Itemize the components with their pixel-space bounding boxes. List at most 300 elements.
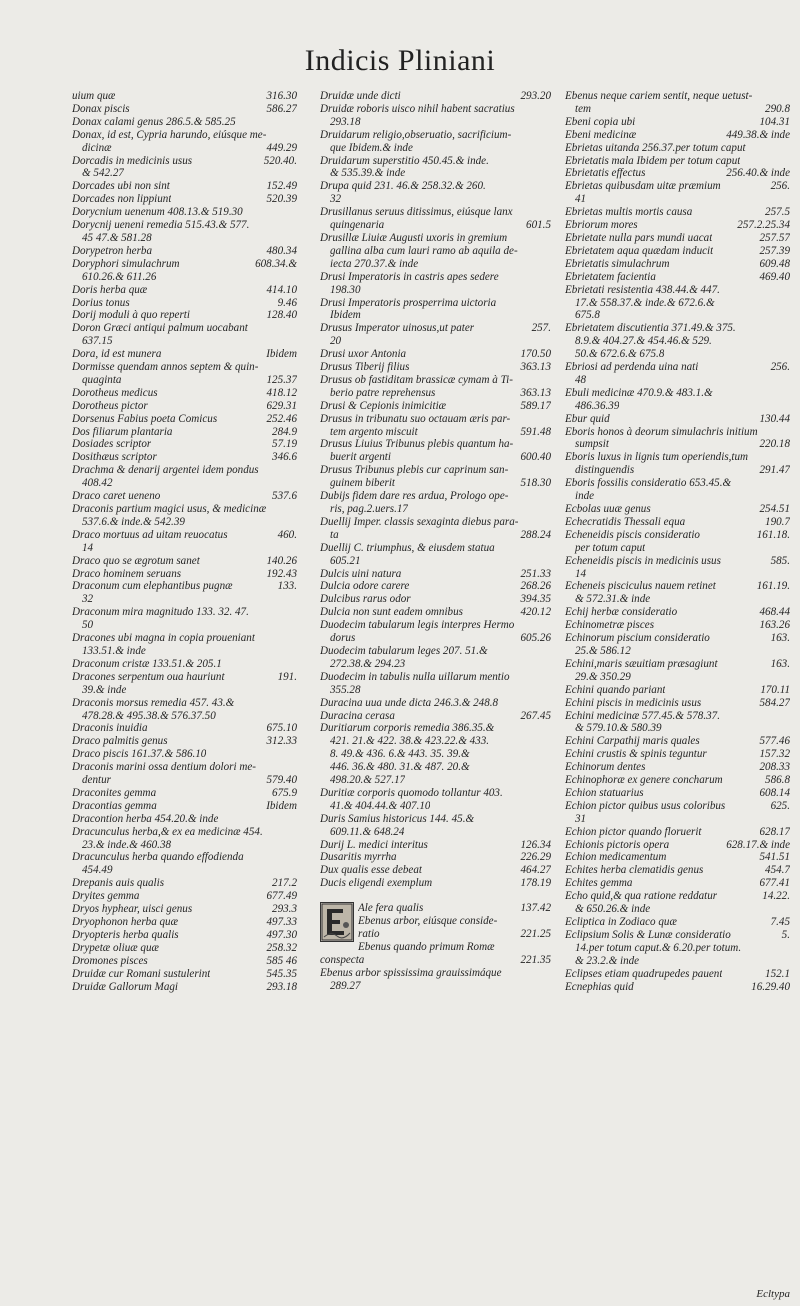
entry-text: Druidarum religio,obseruatio, sacrificium- <box>320 128 512 141</box>
index-entry <box>320 593 551 606</box>
entry-reference: 577.46 <box>759 735 790 748</box>
entry-text: Dormisse quendam annos septem & quin- <box>72 361 259 374</box>
entry-reference: 226.29 <box>520 851 551 864</box>
entry-reference: 537.6 <box>272 490 297 503</box>
index-entry <box>72 787 297 800</box>
index-entry <box>72 335 297 348</box>
entry-text: Dracones serpentum oua hauriunt <box>72 670 225 683</box>
entry-reference: 163.26 <box>759 619 790 632</box>
entry-text: 498.20.& 527.17 <box>330 774 406 787</box>
entry-text: Drusus ob fastiditam brassicæ cymam à Ti- <box>320 373 513 386</box>
entry-reference: Ibidem <box>266 348 297 361</box>
index-entry <box>320 529 551 542</box>
index-entry <box>565 361 790 374</box>
entry-reference: 420.12 <box>520 606 551 619</box>
entry-text: Dryites gemma <box>72 890 140 903</box>
entry-reference: 251.33 <box>520 567 551 580</box>
entry-text: Draconis morsus remedia 457. 43.& <box>72 696 235 709</box>
entry-reference: 520.39 <box>266 193 297 206</box>
entry-text: Dorotheus medicus <box>72 386 158 399</box>
entry-reference: 267.45 <box>520 709 551 722</box>
index-entry <box>320 839 551 852</box>
entry-text: 272.38.& 294.23 <box>330 657 406 670</box>
index-entry <box>320 813 551 826</box>
entry-reference: 256. <box>770 180 790 193</box>
entry-text: Ebrietatis mala Ibidem per totum caput <box>565 154 741 167</box>
entry-text: 45 47.& 581.28 <box>82 231 152 244</box>
index-entry <box>565 542 790 555</box>
entry-reference: 586.27 <box>266 102 297 115</box>
index-entry <box>565 942 790 955</box>
index-entry <box>565 761 790 774</box>
entry-reference: 586.8 <box>765 774 790 787</box>
entry-text: Draconum cristæ 133.51.& 205.1 <box>72 657 222 670</box>
entry-text: Eboris fossilis consideratio 653.45.& <box>565 477 732 490</box>
index-entry <box>358 902 551 915</box>
entry-reference: 256.40.& inde <box>726 167 790 180</box>
index-entry <box>565 232 790 245</box>
entry-reference: 609.48 <box>759 257 790 270</box>
entry-text: Duracina uua unde dicta 246.3.& 248.8 <box>320 696 499 709</box>
index-entry <box>565 593 790 606</box>
index-entry <box>565 826 790 839</box>
index-entry <box>320 606 551 619</box>
entry-text: Ebrietati resistentia 438.44.& 447. <box>565 283 720 296</box>
entry-reference: 16.29.40 <box>751 980 790 993</box>
entry-text: 31 <box>575 812 587 825</box>
entry-text: Dorypetron herba <box>72 244 153 257</box>
entry-text: Ebrietatis effectus <box>565 167 646 180</box>
index-entry <box>72 942 297 955</box>
entry-text: 50.& 672.6.& 675.8 <box>575 348 665 361</box>
entry-text: Echini Carpathij maris quales <box>565 735 700 748</box>
entry-reference: 57.19 <box>272 438 297 451</box>
index-entry <box>72 761 297 774</box>
entry-reference: 589.17 <box>520 399 551 412</box>
entry-text: Echini quando pariant <box>565 683 666 696</box>
entry-reference: 293.20 <box>520 90 551 102</box>
entry-text: conspecta <box>320 953 365 966</box>
index-entry <box>320 645 551 658</box>
entry-text: Drachma & denarij argentei idem pondus <box>72 464 259 477</box>
entry-reference: 291.47 <box>759 464 790 477</box>
index-entry <box>72 645 297 658</box>
index-entry <box>565 684 790 697</box>
entry-text: iecta 270.37.& inde <box>330 257 419 270</box>
index-entry <box>565 90 790 103</box>
index-entry <box>565 284 790 297</box>
entry-text: Ebeni medicinæ <box>565 128 637 141</box>
index-entry <box>565 271 790 284</box>
entry-reference: 14.22. <box>762 890 790 903</box>
entry-text: 25.& 586.12 <box>575 644 631 657</box>
entry-text: per totum caput <box>575 541 646 554</box>
entry-text: Druidarum superstitio 450.45.& inde. <box>320 154 489 167</box>
index-entry <box>72 710 297 723</box>
entry-text: Dos filiarum plantaria <box>72 425 173 438</box>
index-column-2 <box>320 90 551 993</box>
entry-reference: 217.2 <box>272 877 297 890</box>
index-entry <box>72 322 297 335</box>
index-entry <box>565 710 790 723</box>
entry-reference: 584.27 <box>759 696 790 709</box>
page-title: Indicis Pliniani <box>304 44 496 77</box>
entry-reference: 541.51 <box>759 851 790 864</box>
entry-text: Ebrietas multis mortis causa <box>565 206 693 219</box>
catchword: Ecltypa <box>756 1288 790 1300</box>
entry-reference: 293.18 <box>266 980 297 993</box>
index-entry <box>72 735 297 748</box>
index-entry <box>72 348 297 361</box>
entry-text: & 650.26.& inde <box>575 903 651 916</box>
entry-text: ratio <box>358 928 380 940</box>
entry-text: 537.6.& inde.& 542.39 <box>82 515 185 528</box>
index-entry <box>565 658 790 671</box>
index-entry <box>320 116 551 129</box>
index-entry <box>320 864 551 877</box>
index-entry <box>320 219 551 232</box>
entry-text: Dubijs fidem dare res ardua, Prologo ope- <box>320 490 509 503</box>
entry-reference: 152.1 <box>765 967 790 980</box>
entry-text: 421. 21.& 422. 38.& 423.22.& 433. <box>330 735 490 748</box>
index-entry <box>72 387 297 400</box>
entry-text: Draconis inuidia <box>72 722 148 735</box>
index-entry <box>565 697 790 710</box>
index-entry <box>320 619 551 632</box>
entry-text: Dracones ubi magna in copia proueniant <box>72 632 255 645</box>
index-entry <box>72 839 297 852</box>
entry-text: Dorius tonus <box>72 296 130 309</box>
entry-text: Duellij C. triumphus, & eiusdem statua <box>320 541 495 554</box>
index-entry <box>320 297 551 310</box>
index-entry <box>72 516 297 529</box>
entry-text: Echionis pictoris opera <box>565 838 670 851</box>
index-entry <box>72 593 297 606</box>
index-entry <box>72 297 297 310</box>
index-entry <box>320 193 551 206</box>
index-entry <box>72 981 297 994</box>
entry-text: Echion statuarius <box>565 786 644 799</box>
index-entry <box>320 568 551 581</box>
entry-text: 14 <box>575 567 587 580</box>
index-entry <box>72 361 297 374</box>
entry-reference: 520.40. <box>263 154 297 167</box>
entry-text: Eclipsium Solis & Lunæ consideratio <box>565 928 731 941</box>
entry-text: Dorcades non lippiunt <box>72 193 172 206</box>
entry-text: uium quæ <box>72 90 116 102</box>
entry-reference: 130.44 <box>759 412 790 425</box>
column-2-entries <box>320 90 551 890</box>
entry-text: 20 <box>330 335 342 348</box>
entry-text: 289.27 <box>330 979 361 992</box>
index-entry <box>565 426 790 439</box>
column-2-tail-entries <box>320 954 551 993</box>
entry-reference: 5. <box>781 928 790 941</box>
index-entry <box>72 877 297 890</box>
index-entry <box>320 309 551 322</box>
index-entry <box>565 619 790 632</box>
index-entry <box>320 361 551 374</box>
index-entry <box>72 180 297 193</box>
entry-reference: 257. <box>531 322 551 335</box>
index-entry <box>72 864 297 877</box>
index-entry <box>72 684 297 697</box>
index-entry <box>320 761 551 774</box>
entry-text: Duritiæ corporis quomodo tollantur 403. <box>320 786 503 799</box>
index-entry <box>565 735 790 748</box>
index-entry <box>358 941 551 954</box>
index-entry <box>72 103 297 116</box>
index-entry <box>565 903 790 916</box>
index-entry <box>565 180 790 193</box>
entry-reference: 677.41 <box>759 877 790 890</box>
entry-text: Dracontion herba 454.20.& inde <box>72 812 219 825</box>
entry-text: 41 <box>575 193 587 206</box>
entry-reference: 585. <box>770 554 790 567</box>
entry-text: Echij herbæ consideratio <box>565 606 678 619</box>
index-entry <box>72 955 297 968</box>
index-entry <box>320 954 551 967</box>
entry-text: Drusus Tiberij filius <box>320 361 410 374</box>
entry-reference: 545.35 <box>266 967 297 980</box>
index-entry <box>72 155 297 168</box>
entry-text: Ebrietas quibusdam uitæ præmium <box>565 180 721 193</box>
index-entry <box>72 619 297 632</box>
entry-text: Duritiarum corporis remedia 386.35.& <box>320 722 495 735</box>
entry-reference: 161.19. <box>756 580 790 593</box>
index-entry <box>565 580 790 593</box>
entry-text: ris, pag.2.uers.17 <box>330 503 408 515</box>
entry-text: Echinometræ pisces <box>565 619 655 632</box>
index-entry <box>320 877 551 890</box>
index-entry <box>72 697 297 710</box>
entry-text: 408.42 <box>82 477 113 490</box>
entry-reference: 133. <box>277 580 297 593</box>
index-entry <box>72 464 297 477</box>
index-entry <box>320 555 551 568</box>
entry-text: Drusillæ Liuiæ Augusti uxoris in gremium <box>320 231 508 244</box>
entry-text: Duracina cerasa <box>320 709 395 722</box>
entry-reference: 394.35 <box>520 593 551 606</box>
entry-reference: 288.24 <box>520 528 551 541</box>
entry-text: Draconis marini ossa dentium dolori me- <box>72 761 256 774</box>
entry-text: 486.36.39 <box>575 399 620 412</box>
entry-text: Duodecim tabularum leges 207. 51.& <box>320 644 488 657</box>
entry-text: sumpsit <box>575 438 609 451</box>
index-entry <box>565 413 790 426</box>
entry-text: Draco mortuus ad uitam reuocatus <box>72 528 228 541</box>
index-entry <box>320 580 551 593</box>
index-entry <box>565 129 790 142</box>
entry-reference: 497.33 <box>266 916 297 928</box>
entry-text: 605.21 <box>330 554 361 567</box>
entry-text: Ebrietatis simulachrum <box>565 257 670 270</box>
index-entry <box>565 516 790 529</box>
index-entry <box>565 309 790 322</box>
index-entry <box>320 542 551 555</box>
entry-reference: 258.32 <box>266 941 297 954</box>
index-entry <box>72 490 297 503</box>
entry-text: Dryopteris herba qualis <box>72 928 179 941</box>
entry-text: Dosiades scriptor <box>72 438 152 451</box>
index-entry <box>320 826 551 839</box>
entry-text: & 23.2.& inde <box>575 954 640 967</box>
index-entry <box>320 967 551 980</box>
index-entry <box>72 542 297 555</box>
index-entry <box>320 322 551 335</box>
entry-text: tem <box>575 102 592 115</box>
entry-text: Echecratidis Thessali equa <box>565 515 686 528</box>
index-entry <box>320 490 551 503</box>
drop-cap-entries <box>358 902 551 954</box>
entry-text: Eboris honos à deorum simulachris initium <box>565 425 758 438</box>
entry-text: Echini,maris sæuitiam præsagiunt <box>565 657 718 670</box>
index-entry <box>320 180 551 193</box>
entry-text: Eboris luxus in lignis tum operiendis,tum <box>565 451 749 464</box>
entry-reference: 677.49 <box>266 890 297 903</box>
entry-text: 39.& inde <box>82 683 127 696</box>
index-entry <box>72 903 297 916</box>
index-entry <box>320 129 551 142</box>
entry-text: Echites herba clematidis genus <box>565 864 704 877</box>
entry-text: distinguendis <box>575 464 635 477</box>
entry-text: Draco quo se ægrotum sanet <box>72 554 200 567</box>
entry-text: Echinorum dentes <box>565 761 646 774</box>
index-entry <box>565 955 790 968</box>
entry-text: & 579.10.& 580.39 <box>575 722 662 735</box>
index-entry <box>565 748 790 761</box>
index-entry <box>320 167 551 180</box>
index-entry <box>565 981 790 994</box>
entry-reference: 585 46 <box>266 954 297 967</box>
entry-text: berio patre reprehensus <box>330 386 436 399</box>
entry-reference: 418.12 <box>266 386 297 399</box>
index-entry <box>565 464 790 477</box>
entry-reference: 449.38.& inde <box>726 128 790 141</box>
index-entry <box>72 968 297 981</box>
entry-reference: 221.35 <box>520 953 551 966</box>
entry-reference: 126.34 <box>520 838 551 851</box>
entry-reference: 252.46 <box>266 412 297 425</box>
entry-text: Dorij moduli à quo reperti <box>72 309 190 322</box>
index-entry <box>565 348 790 361</box>
entry-reference: 628.17.& inde <box>726 838 790 851</box>
index-entry <box>72 555 297 568</box>
entry-text: Duris Samius historicus 144. 45.& <box>320 812 475 825</box>
entry-text: Echeneidis piscis consideratio <box>565 528 700 541</box>
entry-text: Ecbolas uuæ genus <box>565 503 651 515</box>
index-entry <box>320 684 551 697</box>
entry-text: inde <box>575 490 595 503</box>
entry-reference: 128.40 <box>266 309 297 322</box>
entry-reference: 257.2.25.34 <box>737 219 790 232</box>
entry-text: Draconis partium magici usus, & medicinæ <box>72 503 267 515</box>
index-entry <box>565 787 790 800</box>
entry-reference: 257.5 <box>765 206 790 219</box>
index-entry <box>565 890 790 903</box>
entry-text: Echion medicamentum <box>565 851 667 864</box>
index-entry <box>565 529 790 542</box>
entry-text: 8. 49.& 436. 6.& 443. 35. 39.& <box>330 748 470 761</box>
entry-text: Echion pictor quibus usus coloribus <box>565 799 726 812</box>
index-entry <box>72 929 297 942</box>
entry-text: dorus <box>330 632 356 645</box>
entry-text: Dracunculus herba,& ex ea medicinæ 454. <box>72 825 263 838</box>
entry-text: Dorycnij ueneni remedia 515.43.& 577. <box>72 219 250 232</box>
index-entry <box>72 658 297 671</box>
entry-text: 610.26.& 611.26 <box>82 270 157 283</box>
entry-text: 14 <box>82 541 94 554</box>
entry-text: Draco hominem seruans <box>72 567 182 580</box>
entry-reference: 163. <box>770 657 790 670</box>
index-entry <box>72 129 297 142</box>
entry-text: Duellij Imper. classis sexaginta diebus para- <box>320 515 519 528</box>
entry-text: Drusi uxor Antonia <box>320 348 407 361</box>
index-entry <box>320 142 551 155</box>
index-entry <box>565 916 790 929</box>
index-entry <box>320 451 551 464</box>
entry-reference: 628.17 <box>759 825 790 838</box>
index-entry <box>320 348 551 361</box>
entry-reference: 191. <box>277 670 297 683</box>
entry-text: gallina alba cum lauri ramo ab aquila de- <box>330 244 518 257</box>
entry-text: Echini crustis & spinis teguntur <box>565 748 707 761</box>
entry-text: Ebrietatem facientia <box>565 270 656 283</box>
entry-text: 637.15 <box>82 335 113 348</box>
entry-text: Donax calami genus 286.5.& 585.25 <box>72 115 236 128</box>
index-entry <box>320 800 551 813</box>
index-entry <box>72 671 297 684</box>
index-entry <box>320 232 551 245</box>
entry-text: ta <box>330 528 339 541</box>
entry-text: Dryophonon herba quæ <box>72 916 179 928</box>
entry-reference: 464.27 <box>520 864 551 877</box>
index-entry <box>320 284 551 297</box>
index-entry <box>565 774 790 787</box>
index-entry <box>72 374 297 387</box>
index-entry <box>565 245 790 258</box>
entry-reference: 152.49 <box>266 180 297 193</box>
entry-reference: 9.46 <box>277 296 297 309</box>
entry-reference: 518.30 <box>520 477 551 490</box>
index-entry <box>72 142 297 155</box>
entry-reference: 480.34 <box>266 244 297 257</box>
index-entry <box>565 193 790 206</box>
entry-text: 198.30 <box>330 283 361 296</box>
entry-reference: 268.26 <box>520 580 551 593</box>
entry-text: 23.& inde.& 460.38 <box>82 838 172 851</box>
entry-reference: 178.19 <box>520 877 551 890</box>
entry-reference: 346.6 <box>272 451 297 464</box>
index-entry <box>358 915 551 928</box>
entry-text: Drusi Imperatoris prosperrima uictoria <box>320 296 497 309</box>
entry-text: Draconites gemma <box>72 786 157 799</box>
entry-reference: 7.45 <box>770 916 790 928</box>
index-entry <box>565 167 790 180</box>
index-entry <box>565 322 790 335</box>
entry-text: Ebur quid <box>565 412 610 425</box>
entry-text: 675.8 <box>575 309 600 322</box>
entry-text: 355.28 <box>330 683 361 696</box>
index-entry <box>565 400 790 413</box>
index-entry <box>72 193 297 206</box>
index-entry <box>565 103 790 116</box>
entry-text: Echo quid,& qua ratione reddatur <box>565 890 718 903</box>
entry-reference: 312.33 <box>266 735 297 748</box>
index-entry <box>320 748 551 761</box>
entry-text: Echini piscis in medicinis usus <box>565 696 702 709</box>
entry-text: Echinorum piscium consideratio <box>565 632 710 645</box>
